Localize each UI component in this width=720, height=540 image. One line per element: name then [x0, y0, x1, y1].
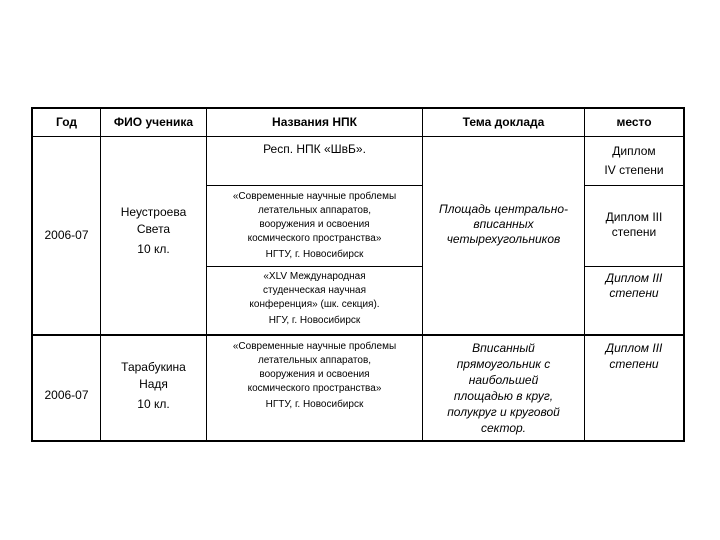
header-place: место: [616, 115, 652, 129]
year-cell: 2006-07: [44, 228, 89, 242]
header-topic: Тема доклада: [462, 115, 545, 129]
place-cell: Диплом IV степени: [604, 144, 664, 177]
conference-cell: «Современные научные проблемы летательных аппаратов, вооружения и освоения космического пространства» НГТУ, г. Новосибирск: [232, 191, 397, 260]
header-conference: Названия НПК: [272, 115, 357, 129]
conference-cell: Респ. НПК «ШвБ».: [263, 142, 366, 156]
conference-cell: «XLV Международная студенческая научная конференция» (шк. секция). НГУ, г. Новосибирск: [249, 271, 380, 326]
place-cell: Диплом III степени: [605, 210, 663, 239]
header-year: Год: [56, 115, 77, 129]
header-student: ФИО ученика: [113, 115, 194, 129]
topic-cell: Площадь центрально- вписанных четырехугольников: [439, 202, 568, 246]
topic-cell: Вписанный прямоугольник с наибольшей площадью в круг, полукруг и круговой сектор.: [447, 341, 560, 435]
place-cell: Диплом III степени: [605, 341, 663, 371]
student-cell: Тарабукина Надя 10 кл.: [121, 360, 186, 411]
awards-table: [31, 107, 685, 442]
conference-cell: «Современные научные проблемы летательных аппаратов, вооружения и освоения космического пространства» НГТУ, г. Новосибирск: [232, 341, 397, 410]
place-cell: Диплом III степени: [605, 271, 663, 300]
student-cell: Неустроева Света 10 кл.: [120, 204, 187, 256]
year-cell: 2006-07: [44, 387, 89, 402]
